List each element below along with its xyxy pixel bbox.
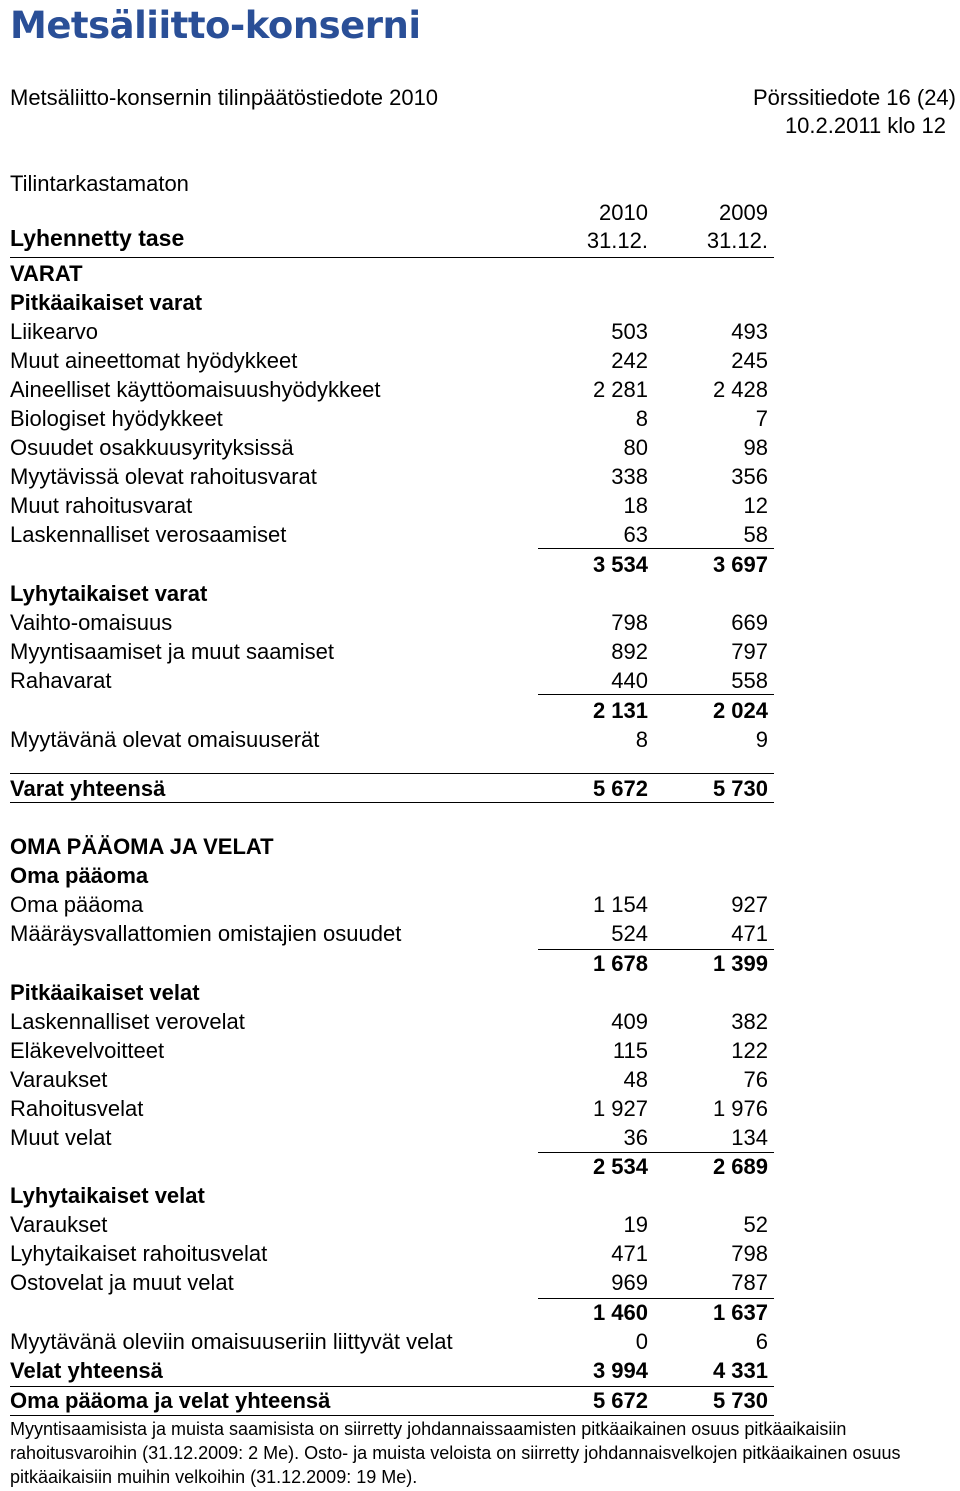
row-label: Eläkevelvoitteet: [10, 1038, 165, 1063]
value-2010: 5 672: [592, 1388, 648, 1413]
table-row: [10, 520, 770, 549]
table-row: [10, 404, 770, 433]
value-2010: 19: [623, 1212, 648, 1237]
row-label: Oma pääoma: [10, 892, 144, 917]
release-title: Metsäliitto-konsernin tilinpäätöstiedote 2010: [10, 85, 439, 110]
value-2009: 2 428: [712, 377, 768, 402]
value-2009: 245: [731, 348, 768, 373]
value-2010: 524: [611, 921, 648, 946]
release-info: [753, 84, 956, 140]
divider-rule: [538, 694, 774, 695]
row-label: Liikearvo: [10, 319, 99, 344]
divider-rule: [538, 548, 774, 549]
table-row: [10, 491, 770, 520]
table-row: [10, 346, 770, 375]
value-2009: 471: [731, 921, 768, 946]
row-label: Biologiset hyödykkeet: [10, 406, 223, 431]
row-label: Laskennalliset verovelat: [10, 1009, 245, 1034]
subtotal-row: [10, 1152, 770, 1181]
table-row: [10, 1123, 770, 1152]
value-2010: 892: [611, 639, 648, 664]
value-2010: 115: [612, 1038, 648, 1063]
value-2010: 2 131: [592, 698, 648, 723]
value-2009: 797: [731, 639, 768, 664]
row-label: Rahavarat: [10, 668, 112, 693]
table-row: [10, 861, 770, 890]
row-label: Varaukset: [10, 1212, 108, 1237]
value-2009: 1 976: [712, 1096, 768, 1121]
row-label: Myytävänä oleviin omaisuuseriin liittyvät velat: [10, 1329, 453, 1354]
footnote: Myyntisaamisista ja muista saamisista on siirretty johdannaissaamisten pitkäaikainen osuus pitkäaikaisiin rahoitusvaroihin (31.12.2009: 2 Me). Osto- ja muista veloista on siirretty johdannaisvelkojen pitkäaikainen osuus pitkäaikaisiin muihin velkoihin (31.12.2009: 19 Me).: [10, 1419, 901, 1487]
release-number: Pörssitiedote 16 (24): [753, 85, 956, 110]
value-2009: 4 331: [712, 1358, 768, 1383]
row-label: Pitkäaikaiset velat: [10, 980, 200, 1005]
value-2010: 3 994: [592, 1358, 648, 1383]
table-row: [10, 1239, 770, 1268]
value-2010: 1 154: [592, 892, 648, 917]
table-row: [10, 637, 770, 666]
value-2010: 1 927: [592, 1096, 648, 1121]
value-2009: 52: [743, 1212, 768, 1237]
value-2010: 3 534: [592, 552, 648, 577]
row-label: Aineelliset käyttöomaisuushyödykkeet: [10, 377, 381, 402]
table-row: [10, 1327, 770, 1356]
divider-rule: [538, 1152, 774, 1153]
table-row: [10, 725, 770, 754]
subtotal-row: [10, 550, 770, 579]
table-row: [10, 288, 770, 317]
row-label: Oma pääoma: [10, 863, 149, 888]
divider-rule: [10, 1415, 774, 1416]
value-2009: 7: [755, 406, 768, 431]
divider-rule: [10, 1386, 774, 1387]
value-2010: 8: [635, 406, 648, 431]
row-label: Myytävänä olevat omaisuuserät: [10, 727, 320, 752]
table-row: [10, 774, 770, 803]
row-label: Lyhytaikaiset varat: [10, 581, 208, 606]
value-2010: 440: [611, 668, 648, 693]
table-row: [10, 666, 770, 695]
value-2010: 471: [611, 1241, 648, 1266]
value-2009: 1 637: [712, 1300, 768, 1325]
value-2010: 503: [611, 319, 648, 344]
value-2010: 80: [623, 435, 648, 460]
subtotal-row: [10, 1298, 770, 1327]
row-label: Oma pääoma ja velat yhteensä: [10, 1388, 331, 1413]
value-2010: 2 534: [592, 1154, 648, 1179]
value-2010: 969: [611, 1270, 648, 1295]
value-2009: 382: [731, 1009, 768, 1034]
table-row: [10, 1356, 770, 1385]
table-row: [10, 259, 770, 288]
row-label: Laskennalliset verosaamiset: [10, 522, 287, 547]
table-row: [10, 890, 770, 919]
col1-year: 2010: [599, 200, 648, 225]
value-2010: 36: [623, 1125, 648, 1150]
value-2009: 3 697: [712, 552, 768, 577]
table-row: [10, 1268, 770, 1297]
value-2009: 122: [731, 1038, 768, 1063]
row-label: Muut aineettomat hyödykkeet: [10, 348, 298, 373]
subtotal-row: [10, 696, 770, 725]
value-2010: 409: [611, 1009, 648, 1034]
col1-date: 31.12.: [586, 228, 648, 253]
table-row: [10, 919, 770, 948]
table-row: [10, 317, 770, 346]
divider-rule: [538, 949, 774, 950]
value-2010: 0: [635, 1329, 648, 1354]
value-2010: 338: [611, 464, 648, 489]
table-row: [10, 1210, 770, 1239]
value-2009: 5 730: [712, 776, 768, 801]
value-2010: 5 672: [592, 776, 648, 801]
row-label: OMA PÄÄOMA JA VELAT: [10, 834, 274, 859]
table-row: [10, 1007, 770, 1036]
value-2010: 18: [623, 493, 648, 518]
value-2009: 134: [731, 1125, 768, 1150]
value-2010: 8: [635, 727, 648, 752]
value-2010: 242: [611, 348, 648, 373]
col2-date: 31.12.: [706, 228, 768, 253]
col2-year: 2009: [719, 200, 768, 225]
row-label: Varat yhteensä: [10, 776, 166, 801]
value-2010: 2 281: [592, 377, 648, 402]
value-2009: 9: [755, 727, 768, 752]
row-label: VARAT: [10, 261, 83, 286]
value-2009: 5 730: [712, 1388, 768, 1413]
value-2009: 787: [731, 1270, 768, 1295]
divider-rule: [10, 802, 774, 803]
value-2009: 669: [731, 610, 768, 635]
row-label: Osuudet osakkuusyrityksissä: [10, 435, 294, 460]
table-row: [10, 608, 770, 637]
divider-rule: [538, 1298, 774, 1299]
table-row: [10, 462, 770, 491]
table-row: [10, 1036, 770, 1065]
row-label: Muut rahoitusvarat: [10, 493, 193, 518]
row-label: Pitkäaikaiset varat: [10, 290, 203, 315]
value-2010: 1 460: [592, 1300, 648, 1325]
value-2009: 798: [731, 1241, 768, 1266]
value-2010: 798: [611, 610, 648, 635]
value-2009: 76: [743, 1067, 768, 1092]
row-label: Vaihto-omaisuus: [10, 610, 173, 635]
row-label: Varaukset: [10, 1067, 108, 1092]
row-label: Lyhytaikaiset rahoitusvelat: [10, 1241, 268, 1266]
row-label: Velat yhteensä: [10, 1358, 163, 1383]
table-row: [10, 579, 770, 608]
row-label: Myytävissä olevat rahoitusvarat: [10, 464, 317, 489]
header-rule: [10, 257, 774, 258]
row-label: Rahoitusvelat: [10, 1096, 144, 1121]
value-2009: 558: [731, 668, 768, 693]
value-2010: 1 678: [592, 951, 648, 976]
value-2009: 6: [755, 1329, 768, 1354]
value-2009: 493: [731, 319, 768, 344]
divider-rule: [10, 773, 774, 774]
row-label: Myyntisaamiset ja muut saamiset: [10, 639, 334, 664]
subtotal-row: [10, 949, 770, 978]
table-row: [10, 1181, 770, 1210]
value-2009: 1 399: [712, 951, 768, 976]
value-2010: 63: [623, 522, 648, 547]
value-2009: 58: [743, 522, 768, 547]
value-2009: 927: [731, 892, 768, 917]
value-2009: 356: [731, 464, 768, 489]
value-2009: 98: [743, 435, 768, 460]
value-2009: 2 024: [712, 698, 768, 723]
company-logo: Metsäliitto-konserni: [10, 4, 421, 47]
table-row: [10, 1065, 770, 1094]
audit-status: Tilintarkastamaton: [10, 171, 189, 196]
row-label: Ostovelat ja muut velat: [10, 1270, 234, 1295]
table-row: [10, 375, 770, 404]
value-2009: 2 689: [712, 1154, 768, 1179]
table-title: Lyhennetty tase: [10, 225, 185, 251]
release-date: 10.2.2011 klo 12: [784, 113, 946, 138]
row-label: Määräysvallattomien omistajien osuudet: [10, 921, 402, 946]
row-label: Lyhytaikaiset velat: [10, 1183, 205, 1208]
table-row: [10, 433, 770, 462]
table-row: [10, 1094, 770, 1123]
value-2010: 48: [623, 1067, 648, 1092]
table-row: [10, 832, 770, 861]
value-2009: 12: [743, 493, 768, 518]
table-row: [10, 978, 770, 1007]
table-row: [10, 1386, 770, 1415]
row-label: Muut velat: [10, 1125, 112, 1150]
